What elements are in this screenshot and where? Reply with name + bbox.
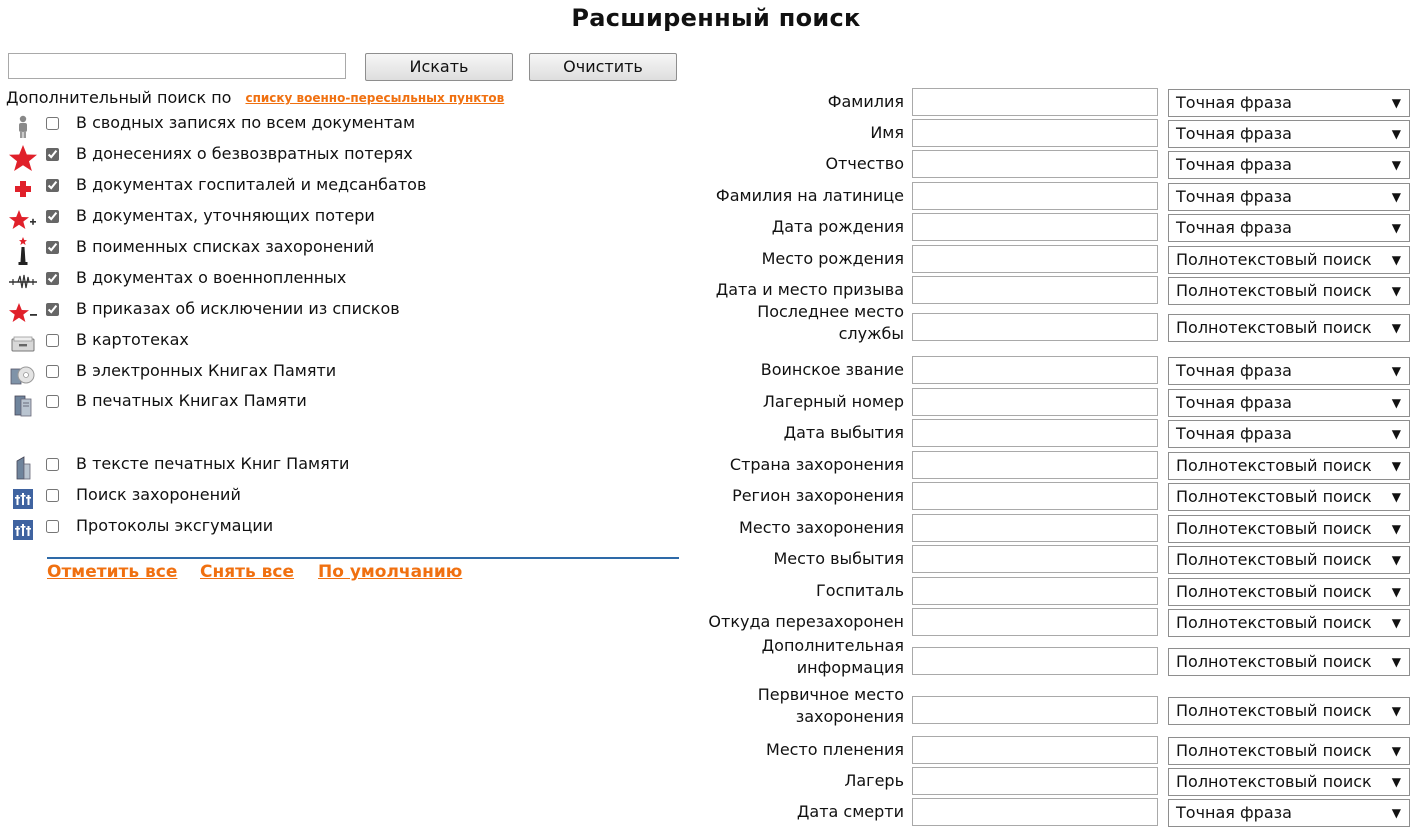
match-mode-select[interactable] (1168, 214, 1410, 242)
match-mode-value: Точная фраза (1176, 155, 1292, 174)
source-checkbox-ebooks[interactable] (46, 365, 59, 378)
dropdown-arrow-icon: ▼ (1391, 284, 1401, 298)
field-label: Первичное место захоронения (757, 685, 904, 726)
source-row-burial-lists (8, 238, 608, 264)
star-minus-icon (8, 300, 38, 326)
book-text-icon (8, 455, 38, 481)
field-label: Имя (870, 123, 904, 142)
field-input[interactable] (912, 451, 1158, 479)
dropdown-arrow-icon: ▼ (1391, 459, 1401, 473)
match-mode-select[interactable] (1168, 151, 1410, 179)
deselect-all-link[interactable]: Снять все (200, 562, 295, 582)
source-row-ebooks (8, 362, 608, 388)
match-mode-select[interactable] (1168, 314, 1410, 342)
match-mode-value: Полнотекстовый поиск (1176, 318, 1372, 337)
source-row-book-text (8, 455, 608, 481)
match-mode-select[interactable] (1168, 697, 1410, 725)
match-mode-value: Полнотекстовый поиск (1176, 281, 1372, 300)
match-mode-value: Полнотекстовый поиск (1176, 519, 1372, 538)
field-label: Фамилия (827, 92, 904, 111)
dropdown-arrow-icon: ▼ (1391, 744, 1401, 758)
source-checkbox-book-text[interactable] (46, 458, 59, 471)
source-row-losses (8, 145, 608, 171)
source-label: В тексте печатных Книг Памяти (76, 454, 350, 473)
match-mode-select[interactable] (1168, 246, 1410, 274)
divider (47, 557, 679, 559)
field-label: Дата и место призыва (715, 280, 904, 299)
disc-book-icon (8, 362, 38, 388)
field-label: Откуда перезахоронен (708, 612, 904, 631)
source-row-burials (8, 486, 608, 512)
field-input[interactable] (912, 608, 1158, 636)
exhumation-icon (8, 517, 38, 543)
source-label: В электронных Книгах Памяти (76, 361, 337, 380)
source-row-printed-books (8, 392, 608, 418)
dropdown-arrow-icon: ▼ (1391, 364, 1401, 378)
match-mode-select[interactable] (1168, 277, 1410, 305)
cemetery-icon (8, 486, 38, 512)
field-input[interactable] (912, 245, 1158, 273)
source-row-orders (8, 300, 608, 326)
match-mode-value: Точная фраза (1176, 187, 1292, 206)
dropdown-arrow-icon: ▼ (1391, 522, 1401, 536)
field-label: Место рождения (761, 249, 904, 268)
match-mode-value: Точная фраза (1176, 93, 1292, 112)
field-label: Место пленения (766, 740, 904, 759)
red-cross-icon (8, 176, 38, 202)
match-mode-value: Полнотекстовый поиск (1176, 250, 1372, 269)
match-mode-value: Полнотекстовый поиск (1176, 652, 1372, 671)
field-label: Страна захоронения (729, 455, 904, 474)
source-label: В документах о военнопленных (76, 268, 347, 287)
field-input[interactable] (912, 356, 1158, 384)
match-mode-select[interactable] (1168, 737, 1410, 765)
match-mode-value: Полнотекстовый поиск (1176, 456, 1372, 475)
source-row-card-index (8, 331, 608, 357)
source-checkbox-hospitals[interactable] (46, 179, 59, 192)
source-label: В картотеках (76, 330, 189, 349)
field-input[interactable] (912, 213, 1158, 241)
source-label: В приказах об исключении из списков (76, 299, 400, 318)
dropdown-arrow-icon: ▼ (1391, 221, 1401, 235)
match-mode-select[interactable] (1168, 768, 1410, 796)
printed-book-icon (8, 392, 38, 418)
source-row-pow (8, 269, 608, 295)
match-mode-value: Точная фраза (1176, 218, 1292, 237)
dropdown-arrow-icon: ▼ (1391, 775, 1401, 789)
source-label: Поиск захоронений (76, 485, 241, 504)
match-mode-value: Полнотекстовый поиск (1176, 701, 1372, 720)
field-label: Дата рождения (771, 217, 904, 236)
dropdown-arrow-icon: ▼ (1391, 553, 1401, 567)
field-label: Лагерный номер (762, 392, 904, 411)
source-label: В документах госпиталей и медсанбатов (76, 175, 427, 194)
dropdown-arrow-icon: ▼ (1391, 396, 1401, 410)
match-mode-select[interactable] (1168, 799, 1410, 827)
field-input[interactable] (912, 276, 1158, 304)
source-label: В документах, уточняющих потери (76, 206, 375, 225)
source-label: Протоколы эксгумации (76, 516, 274, 535)
field-label: Место выбытия (773, 549, 904, 568)
page-title: Расширенный поиск (571, 4, 861, 32)
match-mode-select[interactable] (1168, 515, 1410, 543)
transit-points-link[interactable]: списку военно-пересыльных пунктов (245, 91, 505, 105)
match-mode-select[interactable] (1168, 452, 1410, 480)
dropdown-arrow-icon: ▼ (1391, 253, 1401, 267)
field-label: Дополнительная информация (761, 636, 904, 677)
match-mode-value: Точная фраза (1176, 361, 1292, 380)
default-selection-link[interactable]: По умолчанию (318, 562, 463, 582)
dropdown-arrow-icon: ▼ (1391, 655, 1401, 669)
field-input[interactable] (912, 119, 1158, 147)
match-mode-value: Точная фраза (1176, 803, 1292, 822)
field-input[interactable] (912, 88, 1158, 116)
dropdown-arrow-icon: ▼ (1391, 616, 1401, 630)
field-input[interactable] (912, 647, 1158, 675)
field-label: Отчество (825, 154, 904, 173)
field-label: Последнее место службы (757, 302, 904, 343)
dropdown-arrow-icon: ▼ (1391, 158, 1401, 172)
source-label: В донесениях о безвозвратных потерях (76, 144, 413, 163)
search-button[interactable]: Искать (365, 53, 513, 81)
source-row-exhumation (8, 517, 608, 543)
field-input[interactable] (912, 313, 1158, 341)
dropdown-arrow-icon: ▼ (1391, 490, 1401, 504)
dropdown-arrow-icon: ▼ (1391, 427, 1401, 441)
search-input[interactable] (8, 53, 346, 79)
additional-search-label: Дополнительный поиск по (6, 88, 232, 107)
field-label: Дата смерти (796, 802, 904, 821)
field-label: Место захоронения (739, 518, 904, 537)
match-mode-value: Точная фраза (1176, 124, 1292, 143)
dropdown-arrow-icon: ▼ (1391, 704, 1401, 718)
field-input[interactable] (912, 798, 1158, 826)
match-mode-select[interactable] (1168, 648, 1410, 676)
red-star-icon (8, 145, 38, 171)
field-input[interactable] (912, 736, 1158, 764)
field-label: Воинское звание (760, 360, 904, 379)
field-input[interactable] (912, 767, 1158, 795)
field-label: Госпиталь (816, 581, 904, 600)
match-mode-select[interactable] (1168, 357, 1410, 385)
field-input[interactable] (912, 514, 1158, 542)
source-checkbox-clarifying[interactable] (46, 210, 59, 223)
match-mode-value: Точная фраза (1176, 424, 1292, 443)
match-mode-value: Полнотекстовый поиск (1176, 772, 1372, 791)
field-label: Фамилия на латинице (715, 186, 904, 205)
obelisk-icon (8, 238, 38, 264)
field-input[interactable] (912, 388, 1158, 416)
match-mode-select[interactable] (1168, 609, 1410, 637)
field-label: Дата выбытия (783, 423, 904, 442)
match-mode-value: Полнотекстовый поиск (1176, 550, 1372, 569)
dropdown-arrow-icon: ▼ (1391, 127, 1401, 141)
match-mode-select[interactable] (1168, 120, 1410, 148)
field-label: Регион захоронения (732, 486, 904, 505)
person-silhouette-icon (8, 114, 38, 140)
match-mode-select[interactable] (1168, 183, 1410, 211)
source-checkbox-burials[interactable] (46, 489, 59, 502)
star-plus-icon (8, 207, 38, 233)
source-checkbox-exhumation[interactable] (46, 520, 59, 533)
match-mode-value: Полнотекстовый поиск (1176, 613, 1372, 632)
dropdown-arrow-icon: ▼ (1391, 321, 1401, 335)
match-mode-value: Полнотекстовый поиск (1176, 582, 1372, 601)
match-mode-select[interactable] (1168, 483, 1410, 511)
match-mode-select[interactable] (1168, 420, 1410, 448)
select-all-link[interactable]: Отметить все (47, 562, 178, 582)
additional-search (6, 88, 504, 107)
dropdown-arrow-icon: ▼ (1391, 806, 1401, 820)
field-input[interactable] (912, 577, 1158, 605)
field-input[interactable] (912, 696, 1158, 724)
dropdown-arrow-icon: ▼ (1391, 96, 1401, 110)
barbed-wire-icon (8, 269, 38, 295)
dropdown-arrow-icon: ▼ (1391, 585, 1401, 599)
source-row-clarifying (8, 207, 608, 233)
source-checkbox-summary[interactable] (46, 117, 59, 130)
match-mode-value: Полнотекстовый поиск (1176, 487, 1372, 506)
match-mode-value: Полнотекстовый поиск (1176, 741, 1372, 760)
match-mode-value: Точная фраза (1176, 393, 1292, 412)
field-input[interactable] (912, 419, 1158, 447)
match-mode-select[interactable] (1168, 389, 1410, 417)
source-row-summary (8, 114, 608, 140)
clear-button[interactable]: Очистить (529, 53, 677, 81)
source-checkbox-printed-books[interactable] (46, 395, 59, 408)
source-label: В печатных Книгах Памяти (76, 391, 307, 410)
field-label: Лагерь (844, 771, 904, 790)
match-mode-select[interactable] (1168, 89, 1410, 117)
match-mode-select[interactable] (1168, 546, 1410, 574)
source-checkbox-burial-lists[interactable] (46, 241, 59, 254)
dropdown-arrow-icon: ▼ (1391, 190, 1401, 204)
source-label: В сводных записях по всем документам (76, 113, 416, 132)
source-row-hospitals (8, 176, 608, 202)
source-checkbox-orders[interactable] (46, 303, 59, 316)
source-checkbox-pow[interactable] (46, 272, 59, 285)
field-input[interactable] (912, 150, 1158, 178)
field-input[interactable] (912, 182, 1158, 210)
card-index-icon (8, 331, 38, 357)
source-label: В поименных списках захоронений (76, 237, 375, 256)
source-checkbox-card-index[interactable] (46, 334, 59, 347)
field-input[interactable] (912, 545, 1158, 573)
field-input[interactable] (912, 482, 1158, 510)
match-mode-select[interactable] (1168, 578, 1410, 606)
source-checkbox-losses[interactable] (46, 148, 59, 161)
